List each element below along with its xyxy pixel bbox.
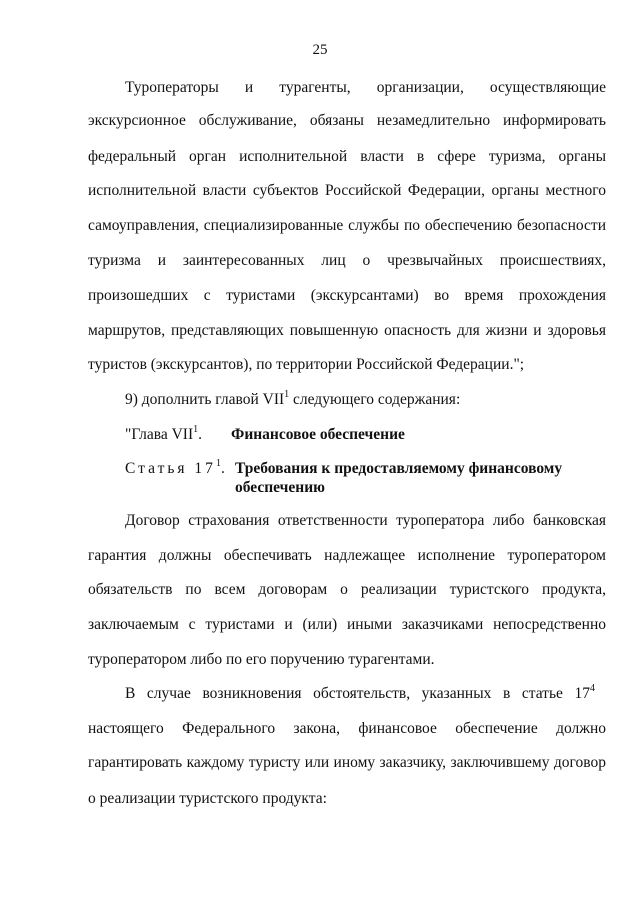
para2-line: заключаемым с туристами и (или) иными заказчиками непосредственно <box>88 616 606 633</box>
para1-line: исполнительной власти субъектов Российской Федерации, органы местного <box>88 182 606 199</box>
para3-line: о реализации туристского продукта: <box>88 790 327 807</box>
page-number: 25 <box>312 42 328 58</box>
article-label: Статья 17 <box>125 460 216 477</box>
article-heading <box>125 459 606 479</box>
para2-line: обязательств по всем договорам о реализации туристского продукта, <box>88 581 606 598</box>
article-sup: 1 <box>215 457 221 469</box>
chapter-title: Финансовое обеспечение <box>231 426 405 443</box>
article-title-line1: Требования к предоставляемому финансовому <box>235 460 563 477</box>
item-9-text: 9) дополнить главой VII <box>125 391 285 408</box>
para1-line: федеральный орган исполнительной власти в сфере туризма, органы <box>88 148 606 165</box>
article-dot: . <box>220 460 225 477</box>
item-9 <box>125 390 606 410</box>
para1-line: Туроператоры и турагенты, организации, осуществляющие <box>125 79 606 96</box>
chapter-heading <box>125 425 606 445</box>
para1-line: самоуправления, специализированные службы по обеспечению безопасности <box>88 217 606 234</box>
para3-line: гарантировать каждому туристу или иному заказчику, заключившему договор <box>88 754 606 771</box>
para1-line: маршрутов, представляющих повышенную опасность для жизни и здоровья <box>88 322 606 339</box>
para1-line: произошедших с туристами (экскурсантами) во время прохождения <box>88 287 606 304</box>
para2-line: туроператором либо по его поручению турагентами. <box>88 651 435 668</box>
para2-line: Договор страхования ответственности туроператора либо банковская <box>125 512 606 529</box>
para3-line1-sup: 4 <box>590 682 595 694</box>
item-9-rest: следующего содержания: <box>289 391 461 408</box>
article-title-line2: обеспечению <box>235 479 325 496</box>
para3-line1-text: В случае возникновения обстоятельств, указанных в статье 17 <box>125 685 590 702</box>
para1-line: экскурсионное обслуживание, обязаны незамедлительно информировать <box>88 112 606 129</box>
para1-line: туризма и заинтересованных лиц о чрезвычайных происшествиях, <box>88 252 606 269</box>
para3-line: настоящего Федерального закона, финансовое обеспечение должно <box>88 720 606 737</box>
para2-line: гарантия должны обеспечивать надлежащее исполнение туроператором <box>88 547 606 564</box>
item-9-sup: 1 <box>284 388 290 400</box>
chapter-dot: . <box>198 426 202 443</box>
para1-line: туристов (экскурсантов), по территории Российской Федерации."; <box>88 356 525 373</box>
chapter-sup: 1 <box>193 423 199 435</box>
chapter-prefix: "Глава VII <box>125 426 194 443</box>
para3-line1 <box>125 684 595 704</box>
